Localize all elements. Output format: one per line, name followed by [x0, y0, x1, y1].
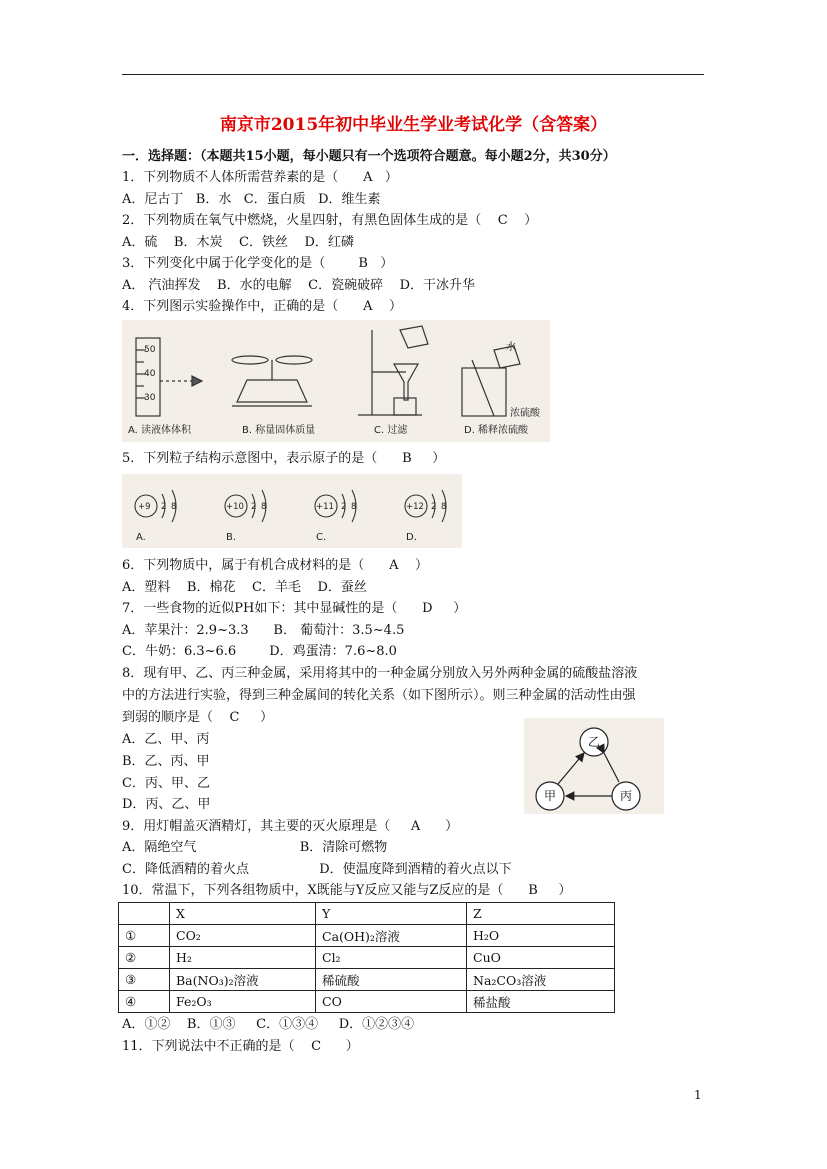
q6-stem: 6．下列物质中，属于有机合成材料的是（ A ）: [122, 558, 428, 573]
table-cell: CuO: [467, 947, 615, 969]
q3-stem: 3．下列变化中属于化学变化的是（ B ）: [122, 256, 394, 271]
metal-conversion-diagram: [524, 718, 664, 814]
q11-stem: 11．下列说法中不正确的是（ C ）: [122, 1039, 359, 1054]
table-cell: ③: [119, 969, 170, 991]
q6-options: A．塑料 B．棉花 C．羊毛 D．蚕丝: [122, 580, 367, 595]
table-cell: ④: [119, 991, 170, 1013]
table-cell: H₂: [170, 947, 316, 969]
table-cell: H₂O: [467, 925, 615, 947]
table-cell: CO: [316, 991, 467, 1013]
shell-d-1: 2: [431, 502, 437, 512]
scale-mark-30: 30: [144, 393, 156, 403]
table-cell: 稀硫酸: [316, 969, 467, 991]
q5-figure: [122, 474, 462, 548]
scale-mark-40: 40: [144, 369, 156, 379]
balance-scale: [237, 380, 307, 402]
shell-d-2: 8: [441, 502, 447, 512]
table-cell: Na₂CO₃溶液: [467, 969, 615, 991]
label-yi: 乙: [587, 735, 601, 749]
page-number: 1: [694, 1088, 702, 1102]
table-row: [119, 991, 615, 1013]
eye-icon: [192, 376, 202, 386]
q8-figure: [524, 718, 664, 814]
q8-stem-3: 到弱的顺序是（ C ）: [122, 710, 274, 725]
nucleus-charge-d: +12: [406, 502, 424, 512]
q8-option-d: D．丙、乙、甲: [122, 797, 211, 812]
water-label: 水: [506, 342, 516, 353]
q8-option-a: A．乙、甲、丙: [122, 732, 210, 747]
shell-b-2: 8: [261, 502, 267, 512]
q10-table: [118, 902, 615, 1013]
q8-option-b: B．乙、丙、甲: [122, 754, 210, 769]
table-cell: CO₂: [170, 925, 316, 947]
table-row: [119, 947, 615, 969]
shell-a-2: 8: [171, 502, 177, 512]
q1-stem: 1．下列物质不人体所需营养素的是（ A ）: [122, 170, 398, 185]
fig-c-label: C. 过滤: [374, 425, 408, 436]
table-header-cell: X: [170, 903, 316, 925]
q8-stem-2: 中的方法进行实验，得到三种金属间的转化关系（如下图所示）。则三种金属的活动性由强: [122, 688, 636, 703]
option-a-label: A.: [136, 532, 146, 543]
table-cell: 稀盐酸: [467, 991, 615, 1013]
q2-options: A．硫 B．木炭 C．铁丝 D．红磷: [122, 235, 354, 250]
header-rule: [122, 74, 704, 75]
table-header-row: [119, 903, 615, 925]
table-row: [119, 969, 615, 991]
fig-d-label: D. 稀释浓硫酸: [464, 425, 529, 436]
shell-c-2: 8: [351, 502, 357, 512]
q4-figure: [122, 320, 550, 442]
option-d-label: D.: [406, 532, 417, 543]
table-cell: Ba(NO₃)₂溶液: [170, 969, 316, 991]
fig-b-label: B. 称量固体质量: [242, 425, 316, 436]
q10-options: A．①② B．①③ C．①③④ D．①②③④: [122, 1017, 415, 1032]
q4-stem: 4．下列图示实验操作中，正确的是（ A ）: [122, 299, 402, 314]
table-cell: Ca(OH)₂溶液: [316, 925, 467, 947]
q3-options: A． 汽油挥发 B．水的电解 C．瓷碗破碎 D．干冰升华: [122, 278, 476, 293]
option-b-label: B.: [226, 532, 237, 543]
lab-operations-illustration: [122, 320, 550, 442]
q9-options-2: C．降低酒精的着火点 D．使温度降到酒精的着火点以下: [122, 862, 512, 877]
q7-options-2: C．牛奶：6.3~6.6 D．鸡蛋清：7.6~8.0: [122, 644, 397, 659]
acid-label: 浓硫酸: [510, 408, 540, 419]
table-cell: Cl₂: [316, 947, 467, 969]
table-row: [119, 925, 615, 947]
q10-stem: 10．常温下，下列各组物质中，X既能与Y反应又能与Z反应的是（ B ）: [122, 883, 572, 898]
table-cell: ②: [119, 947, 170, 969]
table-cell: ①: [119, 925, 170, 947]
q2-stem: 2．下列物质在氧气中燃烧，火星四射，有黑色固体生成的是（ C ）: [122, 213, 538, 228]
table-cell: Fe₂O₃: [170, 991, 316, 1013]
scale-mark-50: 50: [144, 345, 156, 355]
nucleus-charge-c: +11: [316, 502, 334, 512]
q1-options: A．尼古丁 B．水 C．蛋白质 D．维生素: [122, 192, 381, 207]
nucleus-charge-b: +10: [226, 502, 244, 512]
q8-stem-1: 8．现有甲、乙、丙三种金属，采用将其中的一种金属分别放入另外两种金属的硫酸盐溶液: [122, 666, 638, 681]
nucleus-charge-a: +9: [138, 502, 151, 512]
table-header-cell: [119, 903, 170, 925]
table-header-cell: Y: [316, 903, 467, 925]
q8-option-c: C．丙、甲、乙: [122, 776, 210, 791]
arrow-jia-to-yi: [558, 753, 584, 784]
fig-a-label: A. 读液体体积: [128, 425, 192, 436]
q5-stem: 5．下列粒子结构示意图中，表示原子的是（ B ）: [122, 451, 446, 466]
atom-structure-diagrams: [122, 474, 462, 548]
option-c-label: C.: [316, 532, 327, 543]
q9-stem: 9．用灯帽盖灭酒精灯，其主要的灭火原理是（ A ）: [122, 819, 459, 834]
funnel: [394, 364, 418, 400]
q9-options-1: A．隔绝空气 B．清除可燃物: [122, 840, 388, 855]
shell-c-1: 2: [341, 502, 347, 512]
page-title: 南京市2015年初中毕业生学业考试化学（含答案）: [219, 115, 608, 135]
label-jia: 甲: [543, 789, 557, 803]
label-bing: 丙: [619, 789, 633, 803]
section-heading: 一．选择题：（本题共15小题，每小题只有一个选项符合题意。每小题2分，共30分）: [122, 149, 616, 164]
shell-b-1: 2: [251, 502, 257, 512]
shell-a-1: 2: [161, 502, 167, 512]
q7-stem: 7．一些食物的近似PH如下：其中显碱性的是（ D ）: [122, 601, 467, 616]
q7-options-1: A．苹果汁：2.9~3.3 B． 葡萄汁：3.5~4.5: [122, 623, 405, 638]
arrow-bing-to-yi: [604, 753, 619, 782]
table-header-cell: Z: [467, 903, 615, 925]
